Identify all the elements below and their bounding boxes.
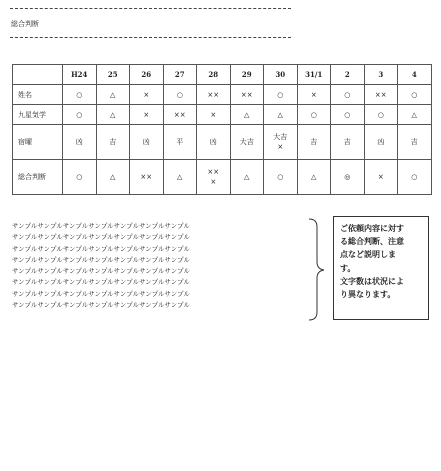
table-cell — [230, 160, 264, 195]
cell-value: ○ — [76, 173, 83, 181]
table-cell — [230, 105, 264, 125]
table-cell — [163, 160, 197, 195]
table-cell — [364, 85, 398, 105]
table-cell — [130, 105, 164, 125]
sample-text-line: サンプルサンプルサンプルサンプルサンプルサンプルサンプル — [12, 223, 190, 230]
table-cell — [398, 160, 432, 195]
note-line: す。 — [340, 262, 356, 273]
note-line: 文字数は状況によ — [340, 275, 404, 286]
row-label: 宿曜 — [13, 125, 63, 160]
cell-value: ×× — [207, 168, 220, 176]
column-header: 4 — [398, 65, 432, 85]
cell-value: × — [143, 110, 150, 119]
note-line: り異なります。 — [340, 289, 396, 300]
cell-value: ○ — [277, 173, 284, 181]
table-cell — [163, 125, 197, 160]
note-line: る総合判断、注意 — [340, 236, 404, 247]
cell-value: ×× — [140, 173, 153, 181]
cell-value: △ — [110, 173, 116, 181]
column-header: 26 — [130, 65, 164, 85]
cell-value: × — [277, 143, 284, 151]
note-line: 点など説明しま — [340, 249, 396, 260]
column-header: 25 — [96, 65, 130, 85]
sample-text-line: サンプルサンプルサンプルサンプルサンプルサンプルサンプル — [12, 279, 190, 287]
table-cell — [364, 125, 398, 160]
cell-value: ○ — [377, 110, 384, 119]
column-header — [13, 65, 63, 85]
table-cell — [63, 105, 97, 125]
cell-value: × — [210, 178, 217, 186]
table-cell — [163, 105, 197, 125]
right-curly-bracket-icon — [307, 218, 327, 321]
table-cell — [398, 105, 432, 125]
cell-value: ×× — [207, 90, 220, 99]
table-row — [13, 160, 432, 195]
page-header — [10, 8, 291, 38]
column-header: 31/1 — [297, 65, 331, 85]
table-row — [13, 85, 432, 105]
sample-text-block — [12, 221, 307, 311]
cell-value: △ — [177, 173, 183, 181]
table-cell — [63, 160, 97, 195]
column-header: 28 — [197, 65, 231, 85]
table-cell — [130, 85, 164, 105]
table-header-row — [13, 65, 432, 85]
table-cell — [96, 85, 130, 105]
table-cell — [96, 160, 130, 195]
table-cell — [63, 85, 97, 105]
cell-value: 平 — [176, 138, 184, 146]
table-cell — [264, 160, 298, 195]
table-cell — [197, 105, 231, 125]
cell-value: 吉 — [343, 138, 351, 146]
table-cell — [297, 125, 331, 160]
table-cell — [197, 85, 231, 105]
cell-value: △ — [411, 110, 417, 119]
column-header: 29 — [230, 65, 264, 85]
fortune-table — [12, 64, 432, 195]
table-cell — [364, 105, 398, 125]
cell-value: 大吉 — [239, 138, 254, 146]
table-cell — [163, 85, 197, 105]
cell-value: ○ — [310, 110, 317, 119]
cell-value: 凶 — [209, 138, 217, 146]
cell-value: △ — [110, 110, 116, 119]
table-cell — [297, 105, 331, 125]
sample-text-line: サンプルサンプルサンプルサンプルサンプルサンプルサンプル — [12, 256, 190, 264]
sample-text-line: サンプルサンプルサンプルサンプルサンプルサンプルサンプル — [12, 234, 190, 242]
row-label: 姓名 — [13, 85, 63, 105]
cell-value: ×× — [173, 110, 186, 119]
table-cell — [398, 125, 432, 160]
column-header: 3 — [364, 65, 398, 85]
table-cell — [63, 125, 97, 160]
cell-value: 吉 — [410, 138, 418, 146]
cell-value: △ — [110, 90, 116, 99]
cell-value: △ — [311, 173, 317, 181]
table-cell — [364, 160, 398, 195]
explanation-note-box — [333, 216, 429, 320]
table-cell — [331, 105, 365, 125]
sample-text-line: サンプルサンプルサンプルサンプルサンプルサンプルサンプル — [12, 268, 190, 276]
sample-text-line: サンプルサンプルサンプルサンプルサンプルサンプルサンプル — [12, 245, 190, 253]
table-row — [13, 105, 432, 125]
cell-value: ○ — [411, 173, 418, 181]
column-header: 27 — [163, 65, 197, 85]
cell-value: 凶 — [377, 138, 385, 146]
table-cell — [297, 160, 331, 195]
table-cell — [331, 125, 365, 160]
sample-text-line: サンプルサンプルサンプルサンプルサンプルサンプルサンプル — [12, 302, 190, 310]
table-cell — [130, 160, 164, 195]
cell-value: △ — [244, 173, 250, 181]
table-cell — [264, 105, 298, 125]
sample-text-line: サンプルサンプルサンプルサンプルサンプルサンプルサンプル — [12, 290, 190, 298]
cell-value: 吉 — [310, 138, 318, 146]
cell-value: ○ — [76, 110, 83, 119]
table-cell — [264, 85, 298, 105]
cell-value: 凶 — [142, 138, 150, 146]
note-line: ご依頼内容に対す — [340, 223, 404, 233]
cell-value: ×× — [374, 90, 387, 99]
cell-value: ○ — [277, 90, 284, 99]
cell-value: 大吉 — [273, 133, 288, 141]
table-cell — [230, 125, 264, 160]
cell-value: 吉 — [109, 138, 117, 146]
page-title: 総合判断 — [11, 20, 39, 28]
cell-value: 凶 — [75, 138, 83, 146]
table-cell — [331, 160, 365, 195]
table-cell — [398, 85, 432, 105]
row-label: 九星気学 — [13, 105, 63, 125]
cell-value: × — [377, 173, 384, 181]
bottom-dashed-divider — [10, 37, 291, 38]
cell-value: △ — [277, 110, 283, 119]
table-cell — [331, 85, 365, 105]
table-cell — [130, 125, 164, 160]
table-cell — [230, 85, 264, 105]
cell-value: ○ — [411, 90, 418, 99]
table-cell — [297, 85, 331, 105]
column-header: H24 — [63, 65, 97, 85]
table-cell — [96, 125, 130, 160]
table-row — [13, 125, 432, 160]
table-cell — [197, 160, 231, 195]
cell-value: ○ — [76, 90, 83, 99]
cell-value: ×× — [240, 90, 253, 99]
table-cell — [197, 125, 231, 160]
row-label: 総合判断 — [13, 160, 63, 195]
cell-value: × — [143, 90, 150, 99]
table-cell — [264, 125, 298, 160]
cell-value: ○ — [344, 90, 351, 99]
cell-value: × — [310, 90, 317, 99]
cell-value: ○ — [176, 90, 183, 99]
top-dashed-divider — [10, 8, 291, 9]
cell-value: ○ — [344, 110, 351, 119]
cell-value: ◎ — [344, 173, 351, 181]
table-cell — [96, 105, 130, 125]
column-header: 2 — [331, 65, 365, 85]
cell-value: △ — [244, 110, 250, 119]
column-header: 30 — [264, 65, 298, 85]
cell-value: × — [210, 110, 217, 119]
